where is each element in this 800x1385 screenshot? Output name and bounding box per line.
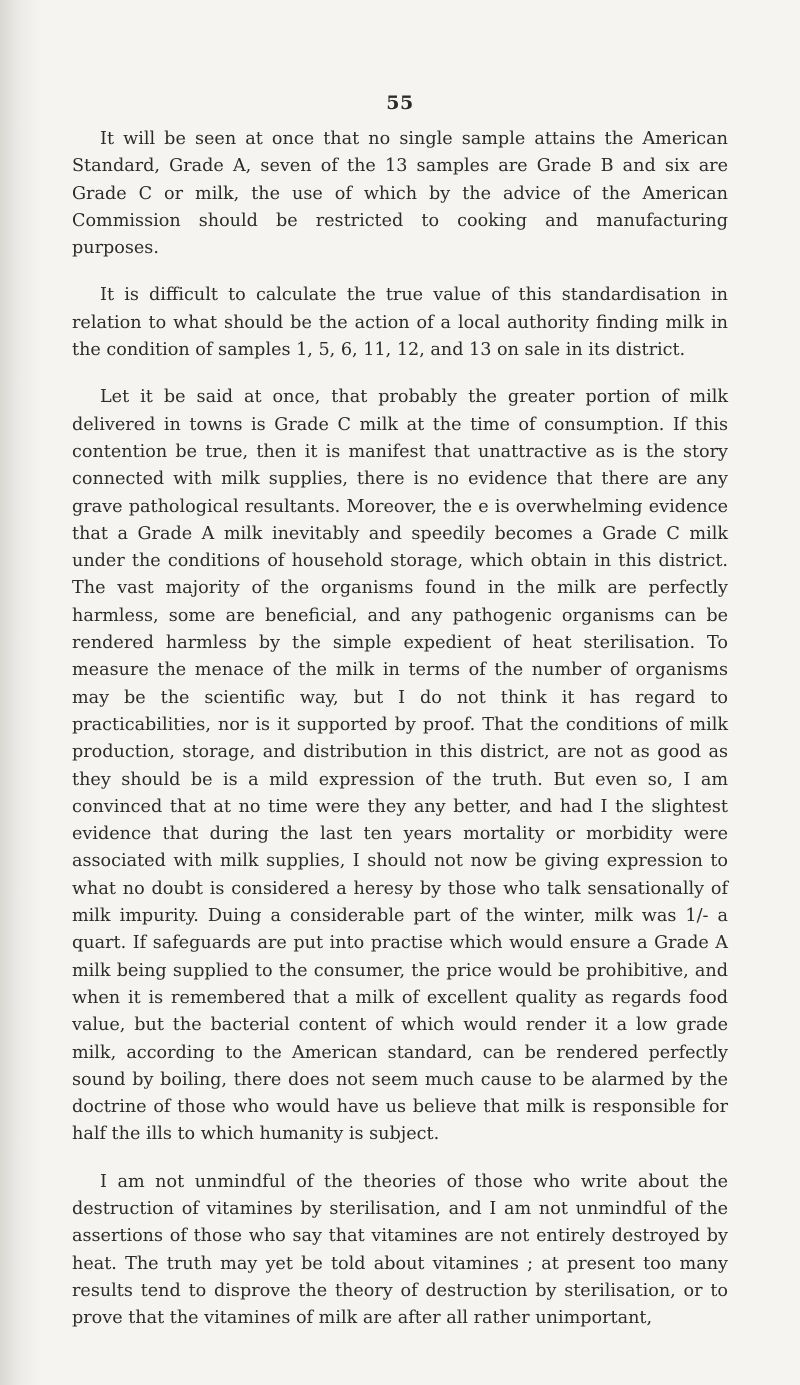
paragraph-4: I am not unmindful of the theories of those who write about the destruction of vitamines by sterilisation, and I am not unmindful of the assertions of those who say that vitamines are not entirely destroyed by heat. The truth may yet be told about vitamines ; at present too many results tend to disprove the theory of destruction by sterilisation, or to prove that the vitamines of milk are after all rather unimportant, <box>72 1171 728 1329</box>
body-text <box>72 126 728 1352</box>
paragraph-2: It is difficult to calculate the true value of this standardisation in relation to what should be the action of a local authority finding milk in the condition of samples 1, 5, 6, 11, 12, and 13 on sale in its district. <box>72 285 728 361</box>
paragraph-1: It will be seen at once that no single sample attains the American Standard, Grade A, seven of the 13 samples are Grade B and six are Grade C or milk, the use of which by the advice of the American Commission should be restricted to cooking and manufacturing purposes. <box>72 129 728 259</box>
paragraph-3: Let it be said at once, that probably the greater portion of milk delivered in towns is Grade C milk at the time of consumption. If this contention be true, then it is manifest that unattractive as is the story connected with milk supplies, there is no evidence that there are any grave pathological resultants. Moreover, the e is overwhelming evidence that a Grade A milk inevitably and speedily becomes a Grade C milk under the conditions of household storage, which obtain in this district. The vast majority of the organisms found in the milk are perfectly harmless, some are beneficial, and any pathogenic organisms can be rendered harmless by the simple expedient of heat sterilisation. To measure the menace of the milk in terms of the number of organisms may be the scientific way, but I do not think it has regard to practicabilities, nor is it supported by proof. That the conditions of milk production, storage, and distribution in this district, are not as good as they should be is a mild expression of the truth. But even so, I am convinced that at no time were they any better, and had I the slightest evidence that during the last ten years mortality or morbidity were associated with milk supplies, I should not now be giving expression to what no doubt is considered a heresy by those who talk sensationally of milk impurity. Duing a considerable part of the winter, milk was 1/- a quart. If safeguards are put into practise which would ensure a Grade A milk being supplied to the consumer, the price would be prohibitive, and when it is remembered that a milk of excellent quality as regards food value, but the bacterial content of which would render it a low grade milk, according to the American standard, can be rendered perfectly sound by boiling, there does not seem much cause to be alarmed by the doctrine of those who would have us believe that milk is responsible for half the ills to which humanity is subject. <box>72 387 728 1145</box>
page-number: 55 <box>386 92 414 114</box>
